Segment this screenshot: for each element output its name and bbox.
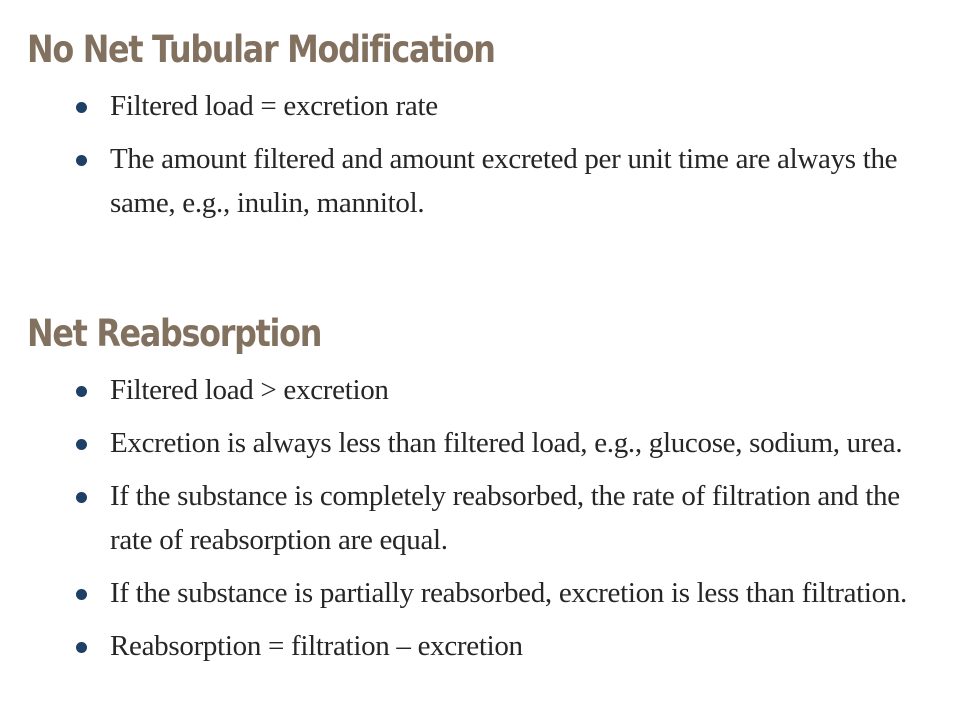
bullet-item bbox=[0, 571, 960, 615]
section-net-reabsorption bbox=[0, 308, 960, 677]
bullet-text: The amount filtered and amount excreted per unit time are always the same, e.g., inulin, mannitol. bbox=[110, 143, 898, 219]
section-heading: No Net Tubular Modification bbox=[27, 28, 495, 71]
bullet-dot-icon bbox=[76, 492, 87, 503]
bullet-dot-icon bbox=[76, 155, 87, 166]
bullet-text: If the substance is partially reabsorbed, excretion is less than filtration. bbox=[110, 577, 908, 609]
bullet-dot-icon bbox=[76, 589, 87, 600]
bullet-text: Filtered load = excretion rate bbox=[110, 90, 438, 122]
bullet-item bbox=[0, 474, 960, 562]
bullet-item bbox=[0, 368, 960, 412]
section-no-net-tubular-modification bbox=[0, 24, 960, 234]
bullet-text: Reabsorption = filtration – excretion bbox=[110, 630, 523, 662]
bullet-item bbox=[0, 624, 960, 668]
bullet-item bbox=[0, 137, 960, 225]
bullet-text: If the substance is completely reabsorbed, the rate of filtration and the rate of reabsorption are equal. bbox=[110, 480, 900, 556]
section-heading: Net Reabsorption bbox=[27, 312, 322, 355]
bullet-list bbox=[0, 84, 960, 225]
bullet-item bbox=[0, 421, 960, 465]
bullet-item bbox=[0, 84, 960, 128]
bullet-dot-icon bbox=[76, 102, 87, 113]
bullet-dot-icon bbox=[76, 439, 87, 450]
bullet-text: Filtered load > excretion bbox=[110, 374, 389, 406]
bullet-dot-icon bbox=[76, 386, 87, 397]
bullet-text: Excretion is always less than filtered load, e.g., glucose, sodium, urea. bbox=[110, 427, 903, 459]
bullet-list bbox=[0, 368, 960, 668]
bullet-dot-icon bbox=[76, 642, 87, 653]
